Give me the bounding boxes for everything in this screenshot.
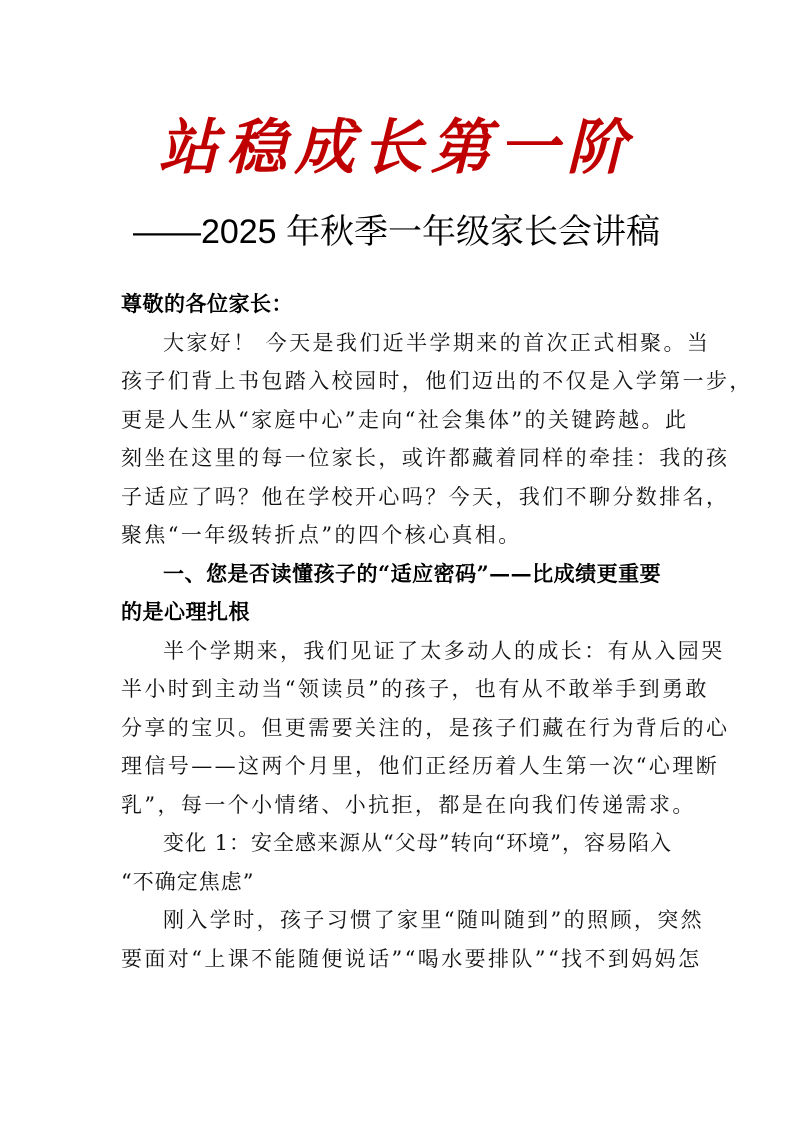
paragraph-line: 孩子们背上书包踏入校园时，他们迈出的不仅是入学第一步， [121,369,753,393]
paragraph-line: 理信号——这两个月里，他们正经历着人生第一次“心理断 [121,754,720,778]
subheading-change-1: 变化 1：安全感来源从“父母”转向“环境”，容易陷入 [163,831,672,855]
subheading-change-1-cont: “不确定焦虑” [121,869,255,894]
document-body [121,285,753,978]
paragraph-line: 更是人生从“家庭中心”走向“社会集体”的关键跨越。此 [121,407,689,432]
paragraph-line: 大家好！ 今天是我们近半学期来的首次正式相聚。当 [163,330,711,355]
paragraph-line: 刻坐在这里的每一位家长，或许都藏着同样的牵挂：我的孩 [121,446,730,470]
paragraph-line: 要面对“上课不能随便说话”“喝水要排队”“找不到妈妈怎 [121,946,702,971]
paragraph-line: 半小时到主动当“领读员”的孩子，也有从不敢举手到勇敢 [121,677,709,701]
document-title: 站稳成长第一阶 [158,113,635,183]
section-heading-1-cont: 的是心理扎根 [121,599,250,624]
paragraph-line: 聚焦“一年级转折点”的四个核心真相。 [121,523,522,547]
paragraph-line: 刚入学时，孩子习惯了家里“随叫随到”的照顾，突然 [163,908,705,932]
paragraph-line: 子适应了吗？他在学校开心吗？今天，我们不聊分数排名， [121,484,730,509]
salutation: 尊敬的各位家长： [121,291,293,316]
section-heading-1: 一、您是否读懂孩子的“适应密码”——比成绩更重要 [163,560,662,586]
paragraph-line: 分享的宝贝。但更需要关注的，是孩子们藏在行为背后的心 [121,715,730,740]
paragraph-line: 乳”，每一个小情绪、小抗拒，都是在向我们传递需求。 [121,792,696,817]
paragraph-line: 半个学期来，我们见证了太多动人的成长：有从入园哭 [163,638,725,663]
document-subtitle: ——2025 年秋季一年级家长会讲稿 [132,213,661,251]
